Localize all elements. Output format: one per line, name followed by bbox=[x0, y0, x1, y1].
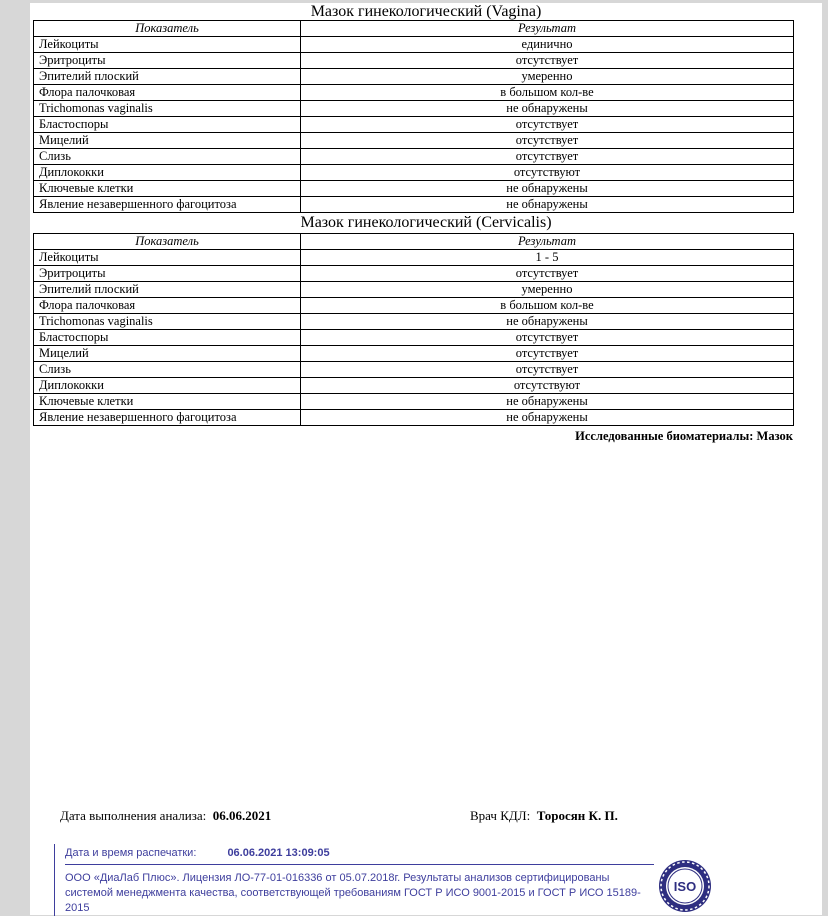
column-header-indicator: Показатель bbox=[34, 21, 301, 37]
indicator-cell: Флора палочковая bbox=[34, 85, 301, 101]
result-cell: умеренно bbox=[301, 69, 794, 85]
table-row bbox=[34, 181, 794, 197]
table-row bbox=[34, 314, 794, 330]
print-date-value: 06.06.2021 13:09:05 bbox=[227, 847, 330, 859]
table-row bbox=[34, 37, 794, 53]
table-row bbox=[34, 101, 794, 117]
result-cell: не обнаружены bbox=[301, 101, 794, 117]
table-row bbox=[34, 378, 794, 394]
indicator-cell: Бластоспоры bbox=[34, 117, 301, 133]
result-cell: умеренно bbox=[301, 282, 794, 298]
indicator-cell: Эритроциты bbox=[34, 266, 301, 282]
print-date-label: Дата и время распечатки: bbox=[65, 847, 197, 859]
result-cell: отсутствует bbox=[301, 266, 794, 282]
indicator-cell: Ключевые клетки bbox=[34, 394, 301, 410]
table-title-vagina: Мазок гинекологический (Vagina) bbox=[310, 3, 542, 20]
result-cell: не обнаружены bbox=[301, 197, 794, 213]
table-row bbox=[34, 149, 794, 165]
table-row bbox=[34, 330, 794, 346]
result-cell: отсутствуют bbox=[301, 378, 794, 394]
indicator-cell: Флора палочковая bbox=[34, 298, 301, 314]
table-row bbox=[34, 346, 794, 362]
table-row bbox=[34, 394, 794, 410]
biomaterials-note: Исследованные биоматериалы: Мазок bbox=[575, 429, 793, 443]
analysis-date-label: Дата выполнения анализа: bbox=[60, 808, 207, 823]
footer-block bbox=[54, 844, 654, 916]
result-cell: единично bbox=[301, 37, 794, 53]
table-row bbox=[34, 53, 794, 69]
result-cell: отсутствует bbox=[301, 53, 794, 69]
iso-certification-icon bbox=[657, 858, 713, 914]
result-cell: отсутствует bbox=[301, 330, 794, 346]
analysis-date-value: 06.06.2021 bbox=[212, 808, 272, 823]
result-cell: отсутствует bbox=[301, 117, 794, 133]
table-row bbox=[34, 165, 794, 181]
indicator-cell: Бластоспоры bbox=[34, 330, 301, 346]
doctor-info bbox=[470, 808, 618, 824]
indicator-cell: Мицелий bbox=[34, 346, 301, 362]
table-row bbox=[34, 298, 794, 314]
footer-divider bbox=[65, 864, 654, 865]
result-cell: не обнаружены bbox=[301, 394, 794, 410]
indicator-cell: Ключевые клетки bbox=[34, 181, 301, 197]
indicator-cell: Явление незавершенного фагоцитоза bbox=[34, 410, 301, 426]
print-info-row bbox=[65, 844, 654, 864]
table-header-row bbox=[34, 234, 794, 250]
table-row bbox=[34, 266, 794, 282]
analysis-date bbox=[60, 808, 271, 824]
result-cell: не обнаружены bbox=[301, 410, 794, 426]
indicator-cell: Эпителий плоский bbox=[34, 282, 301, 298]
result-cell: отсутствует bbox=[301, 133, 794, 149]
table-row bbox=[34, 133, 794, 149]
license-text: ООО «ДиаЛаб Плюс». Лицензия ЛО-77-01-016336 от 05.07.2018г. Результаты анализов сертифицированы системой менеджмента качества, соответствующей требованиям ГОСТ Р ИСО 9001-2015 и ГОСТ Р ИСО 15189-2015 bbox=[65, 872, 641, 914]
indicator-cell: Лейкоциты bbox=[34, 37, 301, 53]
table-row bbox=[34, 410, 794, 426]
indicator-cell: Явление незавершенного фагоцитоза bbox=[34, 197, 301, 213]
result-cell: отсутствует bbox=[301, 362, 794, 378]
result-cell: в большом кол-ве bbox=[301, 298, 794, 314]
column-header-result: Результат bbox=[301, 21, 794, 37]
table-row bbox=[34, 362, 794, 378]
table-row bbox=[34, 250, 794, 266]
indicator-cell: Диплококки bbox=[34, 165, 301, 181]
result-cell: не обнаружены bbox=[301, 314, 794, 330]
table-row bbox=[34, 117, 794, 133]
result-cell: отсутствует bbox=[301, 149, 794, 165]
indicator-cell: Trichomonas vaginalis bbox=[34, 101, 301, 117]
table-row bbox=[34, 85, 794, 101]
lab-table-cervicalis bbox=[33, 233, 794, 426]
paper bbox=[30, 3, 822, 915]
indicator-cell: Диплококки bbox=[34, 378, 301, 394]
indicator-cell: Мицелий bbox=[34, 133, 301, 149]
result-cell: 1 - 5 bbox=[301, 250, 794, 266]
result-cell: отсутствуют bbox=[301, 165, 794, 181]
column-header-indicator: Показатель bbox=[34, 234, 301, 250]
iso-badge-text: ISO bbox=[673, 879, 697, 894]
column-header-result: Результат bbox=[301, 234, 794, 250]
doctor-label: Врач КДЛ: bbox=[470, 808, 531, 823]
result-cell: в большом кол-ве bbox=[301, 85, 794, 101]
result-cell: не обнаружены bbox=[301, 181, 794, 197]
table-header-row bbox=[34, 21, 794, 37]
indicator-cell: Слизь bbox=[34, 149, 301, 165]
table-row bbox=[34, 197, 794, 213]
result-cell: отсутствует bbox=[301, 346, 794, 362]
table-row bbox=[34, 69, 794, 85]
indicator-cell: Слизь bbox=[34, 362, 301, 378]
indicator-cell: Эпителий плоский bbox=[34, 69, 301, 85]
lab-table-vagina bbox=[33, 20, 794, 213]
indicator-cell: Trichomonas vaginalis bbox=[34, 314, 301, 330]
table-row bbox=[34, 282, 794, 298]
indicator-cell: Эритроциты bbox=[34, 53, 301, 69]
indicator-cell: Лейкоциты bbox=[34, 250, 301, 266]
doctor-name: Торосян К. П. bbox=[536, 808, 618, 823]
table-title-cervicalis: Мазок гинекологический (Cervicalis) bbox=[300, 214, 552, 231]
